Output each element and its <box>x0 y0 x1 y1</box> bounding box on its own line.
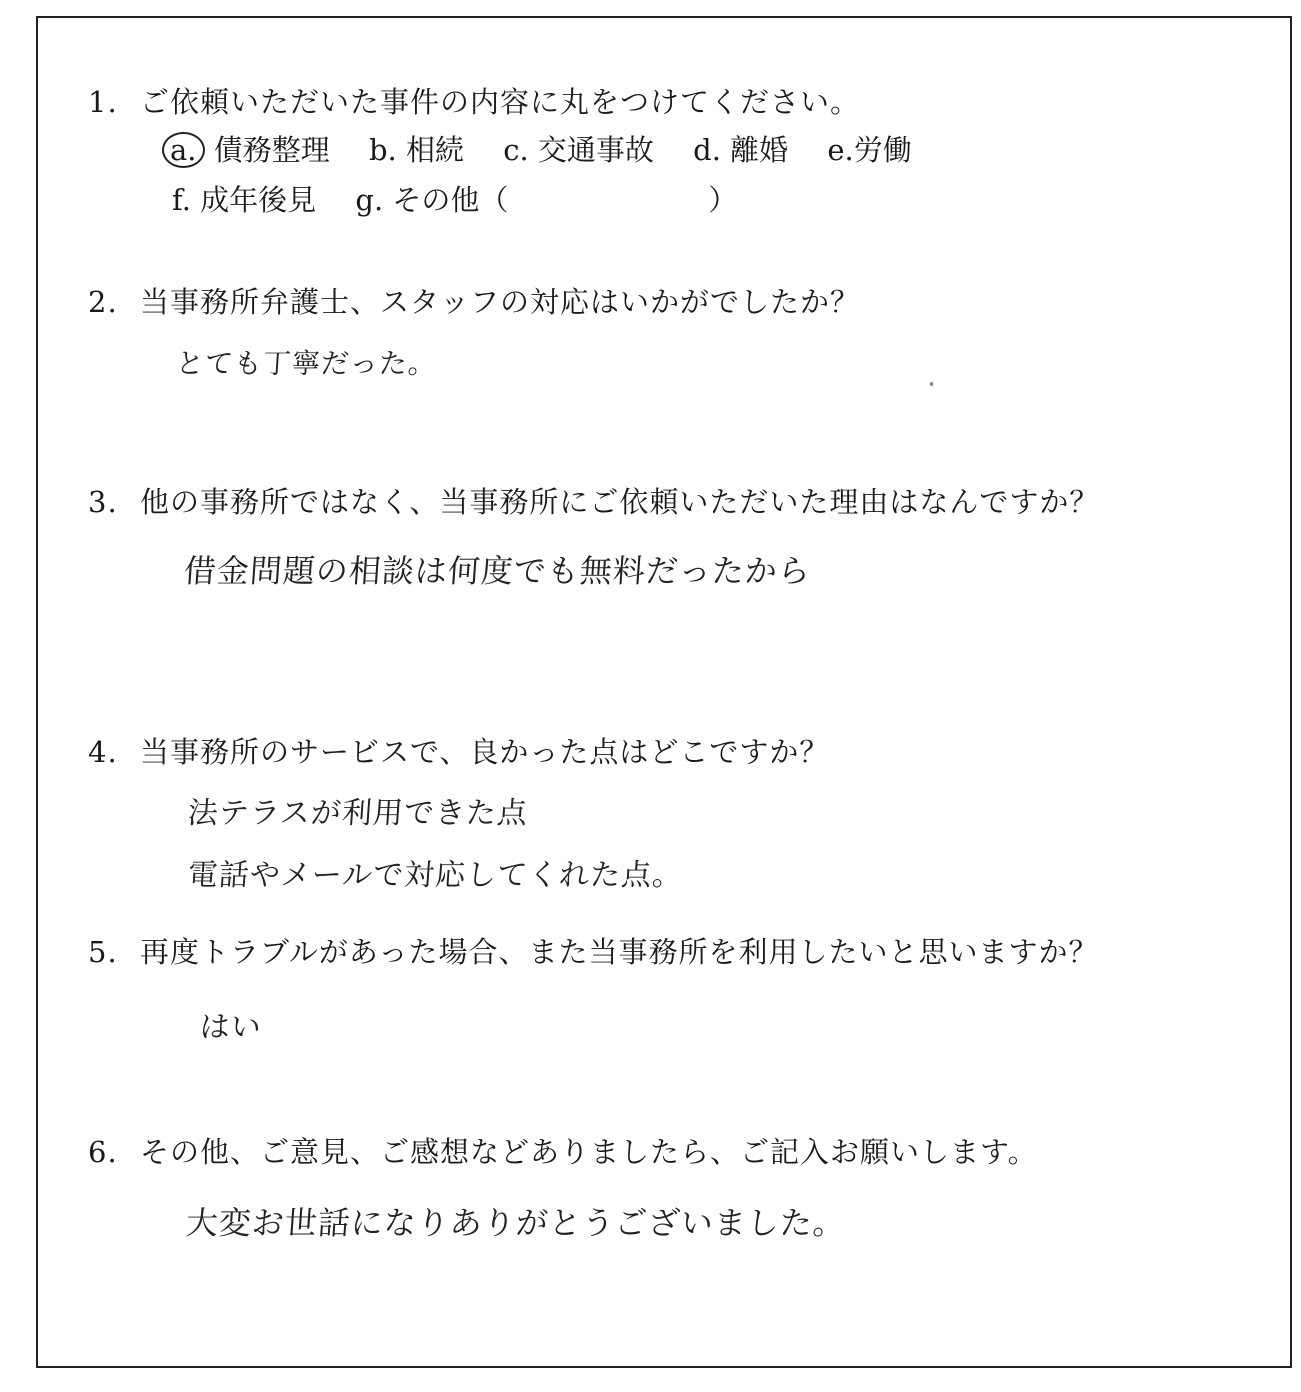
option-label: 交通事故 <box>537 133 654 167</box>
option-letter: e. <box>827 133 854 167</box>
option-label: その他（ <box>392 183 509 217</box>
option-label: 労働 <box>853 133 912 167</box>
option-c[interactable] <box>503 128 654 169</box>
q1-options-row-1 <box>162 128 912 169</box>
option-a[interactable] <box>162 128 330 169</box>
option-letter: g. <box>355 183 384 217</box>
question-text: ご依頼いただいた事件の内容に丸をつけてください。 <box>140 85 861 119</box>
question-number: 3. <box>88 485 118 519</box>
option-g[interactable] <box>355 178 508 219</box>
question-number: 2. <box>88 285 118 319</box>
question-2 <box>88 280 860 321</box>
q4-handwritten-answer-line-1: 法テラスが利用できた点 <box>186 796 530 831</box>
question-4 <box>88 730 829 771</box>
q1-options-row-2 <box>172 178 737 219</box>
option-letter: b. <box>368 133 397 167</box>
option-label: 成年後見 <box>200 183 317 217</box>
question-text: 当事務所弁護士、スタッフの対応はいかがでしたか？ <box>140 285 861 319</box>
q2-handwritten-answer: とても丁寧だった。 <box>174 347 439 380</box>
question-3 <box>88 480 1099 521</box>
question-number: 4. <box>88 735 118 769</box>
option-b[interactable] <box>369 128 464 169</box>
option-label: 離婚 <box>730 133 789 167</box>
option-letter: c. <box>503 133 529 167</box>
question-text: 再度トラブルがあった場合、また当事務所を利用したいと思いますか？ <box>140 935 1099 969</box>
option-letter: d. <box>693 133 721 167</box>
question-6 <box>88 1130 1038 1171</box>
question-text: その他、ご意見、ご感想などありましたら、ご記入お願いします。 <box>140 1135 1038 1169</box>
option-letter: f. <box>172 183 191 217</box>
option-label: 相続 <box>405 133 464 167</box>
question-number: 6. <box>88 1135 118 1169</box>
option-d[interactable] <box>693 128 788 169</box>
q3-handwritten-answer: 借金問題の相談は何度でも無料だったから <box>182 552 813 590</box>
question-number: 1. <box>88 85 118 119</box>
option-f[interactable] <box>172 178 316 219</box>
option-label: 債務整理 <box>213 133 330 167</box>
q4-handwritten-answer-line-2: 電話やメールで対応してくれた点。 <box>186 858 685 893</box>
option-e[interactable] <box>827 128 911 169</box>
question-text: 他の事務所ではなく、当事務所にご依頼いただいた理由はなんですか？ <box>140 485 1100 519</box>
option-letter-circled: a. <box>162 132 205 168</box>
question-text: 当事務所のサービスで、良かった点はどこですか？ <box>140 735 830 769</box>
q6-handwritten-answer: 大変お世話になりありがとうございました。 <box>184 1204 848 1242</box>
question-number: 5. <box>88 935 118 969</box>
question-1 <box>88 80 860 121</box>
q5-handwritten-answer: はい <box>198 1010 263 1045</box>
scan-speck <box>930 382 933 386</box>
close-paren: ） <box>708 183 738 217</box>
question-5 <box>88 930 1099 971</box>
